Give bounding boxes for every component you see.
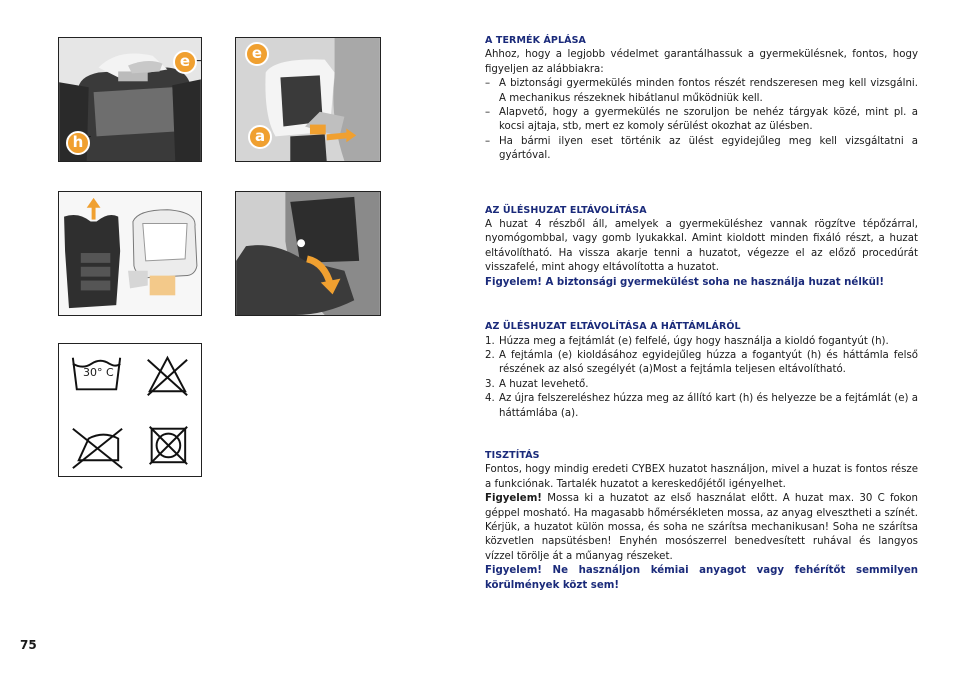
- page-number: 75: [20, 638, 37, 652]
- section-cover-removal: [485, 204, 918, 290]
- label-e-badge: e: [173, 50, 197, 74]
- figure-cover-rotate: [235, 191, 381, 316]
- section-cleaning: [485, 449, 918, 593]
- figure-cover-removal: [58, 191, 202, 316]
- text-column: [485, 34, 918, 593]
- care-symbols-panel: [58, 343, 202, 477]
- steps-list: [485, 335, 918, 421]
- section-title: AZ ÜLÉSHUZAT ELTÁVOLÍTÁSA A HÁTTÁMLÁRÓL: [485, 321, 741, 333]
- figure-headrest-release: [58, 37, 202, 162]
- section-backrest-cover-removal: [485, 320, 918, 421]
- section-para2: Figyelem! Mossa ki a huzatot az első használat előtt. A huzat max. 30 C fokon géppel mosható. Ha magasabb hőmérsékleten mossa, az anyag elvesztheti a színét. Kérjük, a huzatot külön mossa, és soha ne szárítsa mechanikusan! Soha ne szárítsa közvetlen napsütésben! Enyhén mosószerrel benedvesített ruhával és langyos vízzel törölje át a műanyag részeket.: [485, 493, 918, 562]
- no-tumble-dry-icon: [150, 427, 187, 464]
- section-title: TISZTÍTÁS: [485, 449, 540, 461]
- label-e-badge: e: [245, 42, 269, 66]
- section-product-care: [485, 34, 918, 164]
- list-item: 2. A fejtámla (e) kioldásához egyidejűleg húzza a fogantyút (h) és háttámla felső részének az alsó szegélyét (a)Most a fejtámla teljesen eltávolítható.: [485, 349, 918, 376]
- list-item: 3. A huzat levehető.: [485, 378, 589, 390]
- section-intro: Ahhoz, hogy a legjobb védelmet garantálhassuk a gyermekülésnek, fontos, hogy figyeljen az alábbiakra:: [485, 49, 918, 75]
- care-symbols-illustration: [59, 344, 201, 476]
- figure-cover-removal-illustration: [59, 192, 201, 315]
- section-body: A huzat 4 részből áll, amelyek a gyermeküléshez vannak rögzítve tépőzárral, nyomógombbal, vagy gomb lyukakkal. Amint kioldott minden fixáló részt, a huzat eltávolítható. Ha vissza akarje tenni a huzatot, végezze el az előző procedúrát visszafelé, mint ahogy eltávolította a huzatot.: [485, 219, 918, 274]
- care-bullet-list: [485, 77, 918, 163]
- wash-temp-label: 30° C: [83, 366, 114, 379]
- figure-headrest-lift: [235, 37, 381, 162]
- figure-cover-rotate-illustration: [236, 192, 380, 315]
- list-item: 1. Húzza meg a fejtámlát (e) felfelé, úgy hogy használja a kioldó fogantyút (h).: [485, 335, 889, 347]
- warning-text: Figyelem! A biztonsági gyermekülést soha ne használja huzat nélkül!: [485, 276, 884, 288]
- label-h-badge: h: [66, 131, 90, 155]
- section-para1: Fontos, hogy mindig eredeti CYBEX huzatot használjon, mivel a huzat is fontos része a funkciónak. Tartalék huzatot a kereskedőjétől igényelhet.: [485, 464, 918, 490]
- list-item: – A biztonsági gyermekülés minden fontos részét rendszeresen meg kell vizsgálni. A mechanikus részeknek hibátlanul működniük kell.: [485, 78, 918, 104]
- list-item: – Alapvető, hogy a gyermekülés ne szoruljon be nehéz tárgyak közé, mint pl. a kocsi ajtaja, stb, mert ez komoly sérülést okozhat az ülésben.: [485, 107, 918, 133]
- section-title: A TERMÉK ÁPLÁSA: [485, 35, 586, 46]
- section-title: AZ ÜLÉSHUZAT ELTÁVOLÍTÁSA: [485, 204, 647, 216]
- list-item: – Ha bármi ilyen eset történik az ülést egyidejűleg meg kell vizsgáltatni a gyártóval.: [485, 135, 918, 162]
- no-bleach-icon: [148, 358, 187, 395]
- no-iron-icon: [73, 429, 122, 468]
- warning-text: Figyelem! Ne használjon kémiai anyagot vagy fehérítőt semmilyen körülmények közt sem!: [485, 565, 918, 591]
- label-a-badge: a: [248, 125, 272, 149]
- list-item: 4. Az újra felszereléshez húzza meg az állító kart (h) és helyezze be a fejtámlát (e) a háttámlába (a).: [485, 393, 918, 419]
- attention-label: Figyelem!: [485, 493, 542, 505]
